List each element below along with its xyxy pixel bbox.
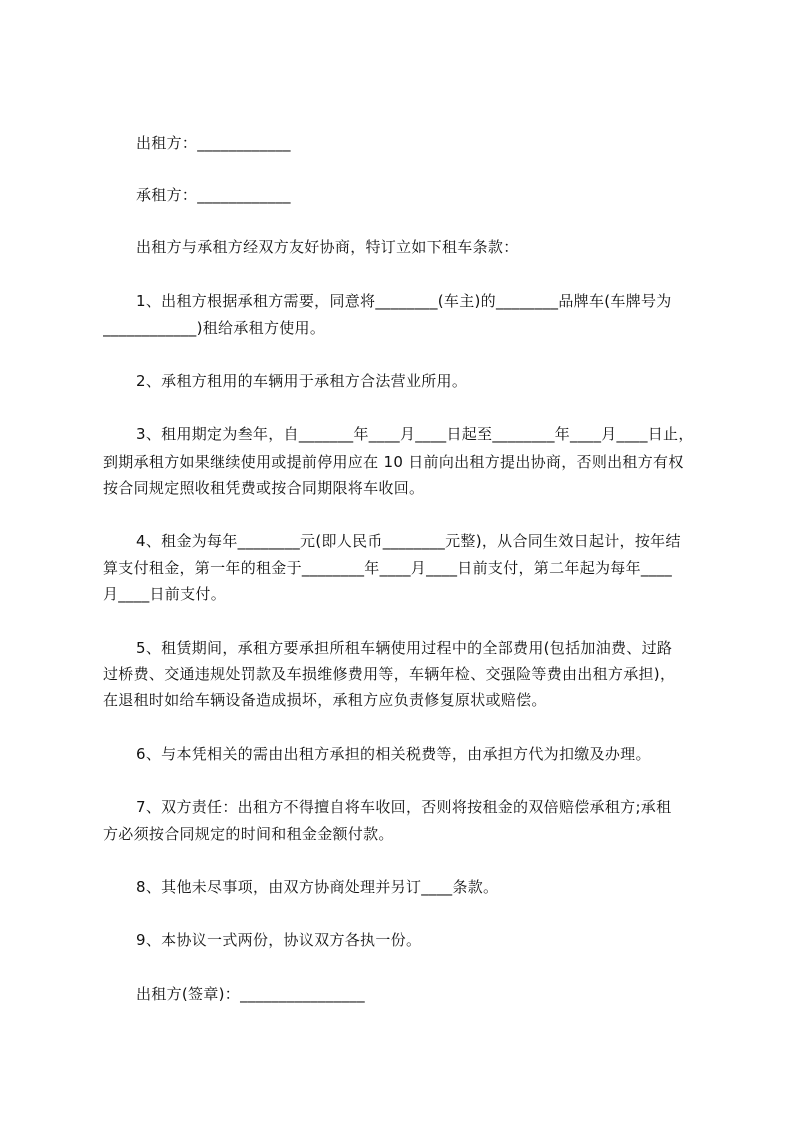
clause-line: 6、与本凭相关的需由出租方承担的相关税费等，由承担方代为扣缴及办理。 (136, 745, 651, 763)
clause-line: 到期承租方如果继续使用或提前停用应在 10 日前向出租方提出协商，否则出租方有权 (103, 453, 684, 471)
clause-line: 按合同规定照收租凭费或按合同期限将车收回。 (103, 479, 425, 497)
intro-paragraph: 出租方与承租方经双方友好协商，特订立如下租车条款： (136, 238, 519, 256)
clause-line: 算支付租金，第一年的租金于________年____月____日前支付，第二年起为每年____ (103, 559, 673, 577)
clause-line: 7、双方责任：出租方不得擅自将车收回，否则将按租金的双倍赔偿承租方;承租 (136, 798, 672, 816)
clause-line: 在退租时如给车辆设备造成损坏，承租方应负责修复原状或赔偿。 (103, 691, 547, 709)
clause-line: 8、其他未尽事项，由双方协商处理并另订____条款。 (136, 878, 499, 896)
lessee-line: 承租方：____________ (136, 186, 291, 204)
clause-line: 9、本协议一式两份，协议双方各执一份。 (136, 931, 422, 949)
clause-line: 1、出租方根据承租方需要，同意将________(车主)的________品牌车(车牌号为 (136, 292, 672, 310)
clause-line: 2、承租方租用的车辆用于承租方合法营业所用。 (136, 372, 468, 390)
clause-line: 过桥费、交通违规处罚款及车损维修费用等，车辆年检、交强险等费由出租方承担)， (103, 665, 676, 683)
clause-line: 4、租金为每年________元(即人民币________元整)，从合同生效日起计，按年结 (136, 532, 681, 550)
clause-line: ____________)租给承租方使用。 (103, 319, 326, 337)
clause-line: 方必须按合同规定的时间和租金金额付款。 (103, 825, 394, 843)
signature-line: 出租方(签章)：________________ (136, 985, 365, 1003)
clause-line: 5、租赁期间，承租方要承担所租车辆使用过程中的全部费用(包括加油费、过路 (136, 639, 673, 657)
lessor-line: 出租方：____________ (136, 134, 291, 152)
clause-line: 月____日前支付。 (103, 585, 227, 603)
clause-line: 3、租用期定为叁年，自_______年____月____日起至________年____月____日止， (136, 425, 694, 443)
